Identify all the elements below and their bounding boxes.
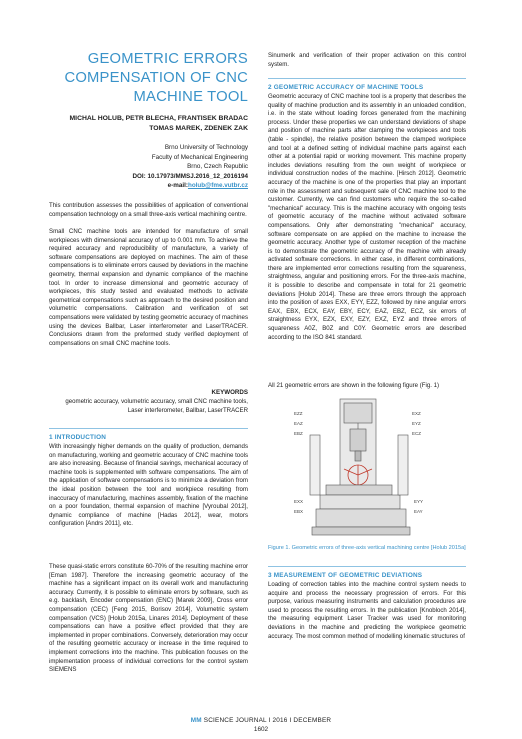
- section-3-paragraph-1: Loading of correction tables into the machine control system needs to acquire and process the necessary progression of errors. For this purpose, various measuring instruments and calculation procedures are used to process the resulting errors. In the publication [Knobloch 2014], the measuring equipment Laser Tracker was used for monitoring deviations in the machine and predicting the workpiece geometric accuracy. The most common method of modelling kinematic structures of: [268, 581, 466, 640]
- section-1-paragraph-2: These quasi-static errors constitute 60-70% of the resulting machine error [Eman 1987]. Therefore the increasing geometric accuracy of the machine has a significant impact on its overall work and manufacturing accuracy. Currently, it is possible to eliminate errors by software, such as e.g. backlash, Encoder compensation (ENC) [Marek 2009], Cross error compensation (CEC) [Feng 2015, Borisov 2014], Volumetric system compensation (VCS) [Holub 2015a, Linares 2014]. Deployment of these compensations can have a positive effect provided that they are implemented in proper combinations. Conversely, deterioration may occur of the resulting geometric accuracy or increase in the time required to implement corrections into the machine. This publication focuses on the implementation process of individual corrections for the control system SIEMENS: [49, 563, 248, 674]
- keywords-heading: KEYWORDS: [211, 389, 248, 396]
- figure-caption: Figure 1. Geometric errors of three-axis vertical machining centre [Holub 2015a]: [268, 545, 466, 551]
- figure-label: EZZ: [294, 411, 303, 416]
- section-3-heading: 3 MEASUREMENT OF GEOMETRIC DEVIATIONS: [268, 572, 423, 579]
- affiliation-city: Brno, Czech Republic: [187, 163, 248, 170]
- abstract-body: Small CNC machine tools are intended for manufacture of small workpieces with dimensional accuracy of up to 0.001 mm. To achieve the required accuracy and reproducibility of manufacture, a variety of software compensations are deployed on machines. The aim of these compensations is to eliminate errors caused by deviations in the machine geometry, thermal expansion and dynamic compliance of the machine tool. In order to increase dimensional and geometric accuracy of workpieces, this study tested and evaluated methods to activate geometrical compensations such as approach to the desired position and volumetric compensations. Calibration and verification of set compensations were validated by testing geometric accuracy of machines using the devices Ballbar, Laser interferometer and LaserTRACER. Conclusions drawn from the preformed study verified deployment of compensations on small CNC machine tools.: [49, 228, 248, 347]
- journal-footer: [0, 717, 522, 724]
- abstract-intro: This contribution assesses the possibilities of application of conventional compensation technology on a small three-axis vertical machining centre.: [49, 202, 248, 218]
- affiliation: [49, 143, 248, 191]
- figure-label: EBX: [294, 509, 304, 514]
- paper-title: [49, 50, 248, 107]
- right-column-continuation: Sinumerik and verification of their proper activation on this control system.: [268, 52, 466, 68]
- affiliation-faculty: Faculty of Mechanical Engineering: [151, 153, 248, 161]
- title-line: GEOMETRIC ERRORS: [87, 51, 248, 67]
- figure-label: EXZ: [412, 411, 421, 416]
- email-line: [49, 181, 248, 191]
- authors-line: TOMAS MAREK, ZDENEK ZAK: [149, 125, 248, 132]
- affiliation-university: Brno University of Technology: [164, 144, 248, 151]
- section-rule: [268, 566, 466, 567]
- figure-label: EYZ: [412, 421, 421, 426]
- figure-label: EYY: [414, 499, 424, 504]
- section-rule: [268, 78, 466, 79]
- section-1-heading: 1 INTRODUCTION: [49, 434, 107, 441]
- section-2-paragraph-2: All 21 geometric errors are shown in the following figure (Fig. 1): [268, 382, 440, 389]
- figure-label: EXX: [294, 499, 304, 504]
- section-1-paragraph-1: With increasingly higher demands on the quality of production, demands on manufacturing, working and geometric accuracy of CNC machine tools are also increasing. Because of financial savings, mechanical accuracy of machine tools is supplemented with software compensations. The aim of the application of software compensations is to minimize a deviation from the ideal position between the tool and workpiece resulting from inaccuracy of manufacturing, machines assembly, fixation of the machine on a poor foundation, thermal expansion of machine [Vyroubal 2012], dynamic compliance of machine [Hadas 2012], wear, motors configuration [Andrs 2011], etc.: [49, 443, 248, 528]
- page-number: 1602: [253, 726, 269, 733]
- title-line: COMPENSATION OF CNC: [64, 70, 248, 86]
- section-rule: [49, 428, 248, 429]
- section-2-paragraph-1: Geometric accuracy of CNC machine tool is a property that describes the quality of machine production and its assembly in an unloaded condition, i.e. in the state without loading forces generated from the machining process. Under these properties we can understand deviations of shape and position of machine parts after clamping the workpieces and tools (table - spindle), the relative position between the clamped workpiece and tool at a defined setting of individual machine parts against each other at a potential rapid or working movement. This machine property includes deviations resulting from the own weight of workpiece or individual construction nodes of the machine. [Hirsch 2012]. Geometric accuracy of the machine is one of the properties that play an important role in the assessment and subsequent sale of CNC machine tool to the customer. Currently, we can find customers who require the so-called "mechanical" accuracy. This is the machine accuracy with ongoing tests of geometric accuracy of the machine without activated software compensations. Only after demonstrating "mechanical" accuracy, software compensate on are applied on the machine to increase the geometric accuracy. Another type of customer reception of the machine is to demonstrate the geometric accuracy of the machine with already activated software corrections. In either case, in different combinations, there are implemented error corrections resulting from the squareness, straightness, angular and positioning errors. For the three-axis machine, it is possible to describe and compensate in total for 21 geometric deviations [Holub 2014]. These are three errors through the approach into the position of axes EXX, EYY, EZZ, followed by nine angular errors EAX, EBX, ECX, EAY, EBY, ECY, EAZ, EBZ, ECZ, six errors of straightness EYX, EZX, EXY, EZY, EXZ, EYZ and three errors of squareness A0Z, B0Z and C0Y. Geometric errors are described according to the ISO 841 standard.: [268, 93, 466, 341]
- keywords-text: geometric accuracy, volumetric accuracy, small CNC machine tools, Laser interferometer, Ballbar, LaserTRACER: [65, 398, 248, 414]
- journal-prefix: MM: [190, 717, 202, 724]
- figure-label: EBZ: [294, 431, 303, 436]
- figure-label: EAZ: [294, 421, 303, 426]
- title-line: MACHINE TOOL: [133, 89, 248, 105]
- figure-label: ECZ: [412, 431, 421, 436]
- journal-name: SCIENCE JOURNAL I 2016 I DECEMBER: [201, 717, 332, 724]
- email-link[interactable]: holub@fme.vutbr.cz: [187, 182, 248, 189]
- author-list: [49, 114, 248, 134]
- doi: DOI: 10.17973/MMSJ.2016_12_2016194: [132, 172, 248, 180]
- email-label: e-mail:: [167, 182, 188, 189]
- figure-label: EAY: [414, 509, 423, 514]
- machining-centre-figure: [292, 395, 438, 541]
- authors-line: MICHAL HOLUB, PETR BLECHA, FRANTISEK BRADAC: [69, 115, 248, 122]
- section-2-heading: 2 GEOMETRIC ACCURACY OF MACHINE TOOLS: [268, 84, 424, 91]
